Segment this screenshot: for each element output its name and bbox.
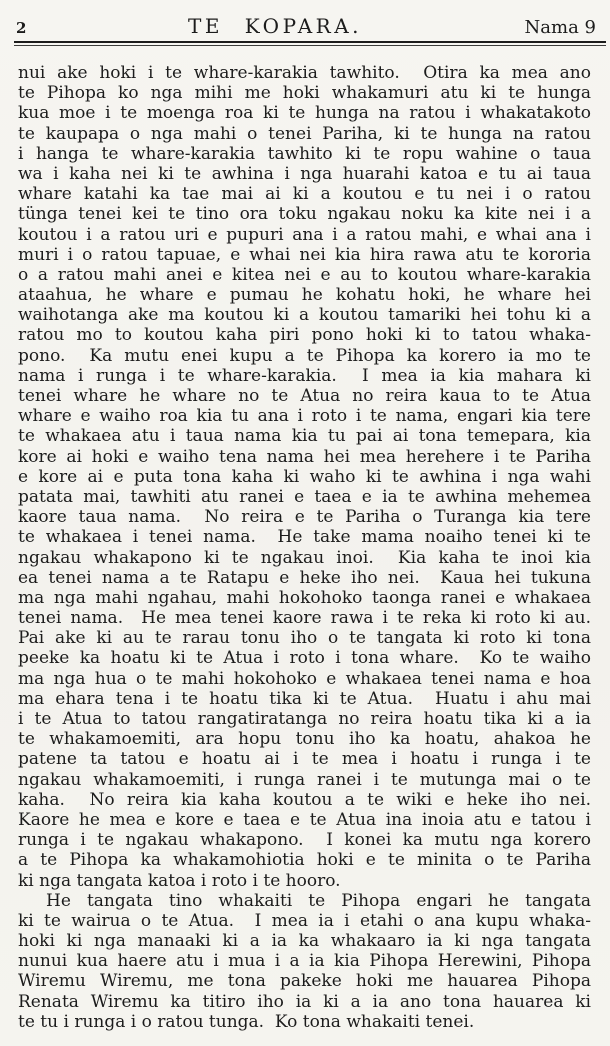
masthead-title: TE KOPARA. — [187, 14, 363, 38]
text-line: i te Atua to tatou rangatiratanga no reira hoatu tika ki a ia — [18, 709, 591, 729]
text-line: ma ehara tena i te hoatu tika ki te Atua. Huatu i ahu mai — [18, 688, 591, 709]
page-body — [0, 46, 610, 1032]
text-line: koutou i a ratou uri e pupuri ana i a ratou mahi, e whai ana i — [18, 224, 591, 245]
text-line: te whakaea atu i taua nama kia tu pai ai tona temepara, kia — [18, 426, 591, 447]
text-line: kua moe i te moenga roa ki te hunga na ratou i whakatakoto — [18, 103, 591, 124]
text-line: te kaupapa o nga mahi o tenei Pariha, ki te hunga na ratou — [18, 123, 591, 144]
text-line: e kore ai e puta tona kaha ki waho ki te awhina i nga wahi — [18, 466, 591, 487]
text-line: nui ake hoki i te whare-karakia tawhito. Otira ka mea ano — [18, 63, 591, 83]
text-line: He tangata tino whakaiti te Pihopa engari he tangata — [46, 890, 591, 911]
text-line: patata mai, tawhiti atu ranei e taea e ia te awhina mehemea — [18, 486, 591, 507]
text-line: nunui kua haere atu i mua i a ia kia Pihopa Herewini, Pihopa — [18, 951, 591, 972]
paragraph — [18, 891, 591, 1032]
page-header — [0, 0, 610, 38]
text-line: ngakau whakamoemiti, i runga ranei i te mutunga mai o te — [18, 769, 591, 790]
text-line: tenei nama. He mea tenei kaore rawa i te reka ki roto ki au. — [18, 608, 591, 629]
page-number: 2 — [16, 19, 27, 37]
text-line: Kaore he mea e kore e taea e te Atua ina inoia atu e tatou i — [18, 809, 591, 830]
text-line: whare katahi ka tae mai ai ki a koutou e tu nei i o ratou — [18, 184, 591, 205]
text-line: runga i te ngakau whakapono. I konei ka mutu nga korero — [18, 830, 591, 851]
text-line: Wiremu Wiremu, me tona pakeke hoki me hauarea Pihopa — [18, 971, 591, 992]
text-line: o a ratou mahi anei e kitea nei e au to koutou whare-karakia — [18, 264, 591, 285]
text-line: ngakau whakapono ki te ngakau inoi. Kia kaha te inoi kia — [18, 547, 591, 568]
text-line: wa i kaha nei ki te awhina i nga huarahi katoa e tu ai taua — [18, 163, 591, 184]
text-line: i hanga te whare-karakia tawhito ki te ropu wahine o taua — [18, 143, 591, 164]
paragraph — [18, 63, 591, 891]
text-line: kaore taua nama. No reira e te Pariha o Turanga kia tere — [18, 507, 591, 528]
text-line: a te Pihopa ka whakamohiotia hoki e te minita o te Pariha — [18, 850, 591, 871]
text-line: kore ai hoki e waiho tena nama hei mea herehere i te Pariha — [18, 446, 591, 467]
text-line: nama i runga i te whare-karakia. I mea ia kia mahara ki — [18, 365, 591, 386]
text-line: ea tenei nama a te Ratapu e heke iho nei. Kaua hei tukuna — [18, 567, 591, 588]
text-line: te whakaea i tenei nama. He take mama noaiho tenei ki te — [18, 527, 591, 548]
text-line: te whakamoemiti, ara hopu tonu iho ka hoatu, ahakoa he — [18, 729, 591, 750]
text-line: pono. Ka mutu enei kupu a te Pihopa ka korero ia mo te — [18, 345, 591, 366]
text-line: tenei whare he whare no te Atua no reira kaua to te Atua — [18, 386, 591, 406]
text-line: whare e waiho roa kia tu ana i roto i te nama, engari kia tere — [18, 406, 591, 427]
text-line: te tu i runga i o ratou tunga. Ko tona whakaiti tenei. — [18, 1011, 475, 1032]
text-line: waihotanga ake ma koutou ki a koutou tamariki hei tohu ki a — [18, 305, 591, 326]
text-line: te Pihopa ko nga mihi me hoki whakamuri atu ki te hunga — [18, 83, 591, 104]
text-line: peeke ka hoatu ki te Atua i roto i tona whare. Ko te waiho — [18, 648, 591, 669]
text-line: hoki ki nga manaaki ki a ia ka whakaaro ia ki nga tangata — [18, 931, 591, 952]
text-line: kaha. No reira kia kaha koutou a te wiki e heke iho nei. — [18, 789, 591, 810]
text-line: tünga tenei kei te tino ora toku ngakau noku ka kite nei i a — [18, 204, 591, 225]
text-line: ma nga mahi ngahau, mahi hokohoko taonga ranei e whakaea — [18, 587, 591, 608]
issue-number: Nama 9 — [524, 17, 596, 38]
text-line: ki te wairua o te Atua. I mea ia i etahi o ana kupu whaka- — [18, 910, 591, 931]
text-line: ma nga hua o te mahi hokohoko e whakaea tenei nama e hoa — [18, 668, 591, 689]
text-line: patene ta tatou e hoatu ai i te mea i hoatu i runga i te — [18, 749, 591, 770]
text-line: muri i o ratou tapuae, e whai nei kia hira rawa atu te kororia — [18, 244, 591, 265]
text-line: ataahua, he whare e pumau he kohatu hoki, he whare hei — [18, 285, 591, 306]
text-line: Pai ake ki au te rarau tonu iho o te tangata ki roto ki tona — [18, 628, 591, 649]
text-line: Renata Wiremu ka titiro iho ia ki a ia ano tona hauarea ki — [18, 991, 591, 1012]
text-line: ratou mo to koutou kaha piri pono hoki ki to tatou whaka- — [18, 325, 591, 346]
text-line: ki nga tangata katoa i roto i te hooro. — [18, 870, 341, 891]
